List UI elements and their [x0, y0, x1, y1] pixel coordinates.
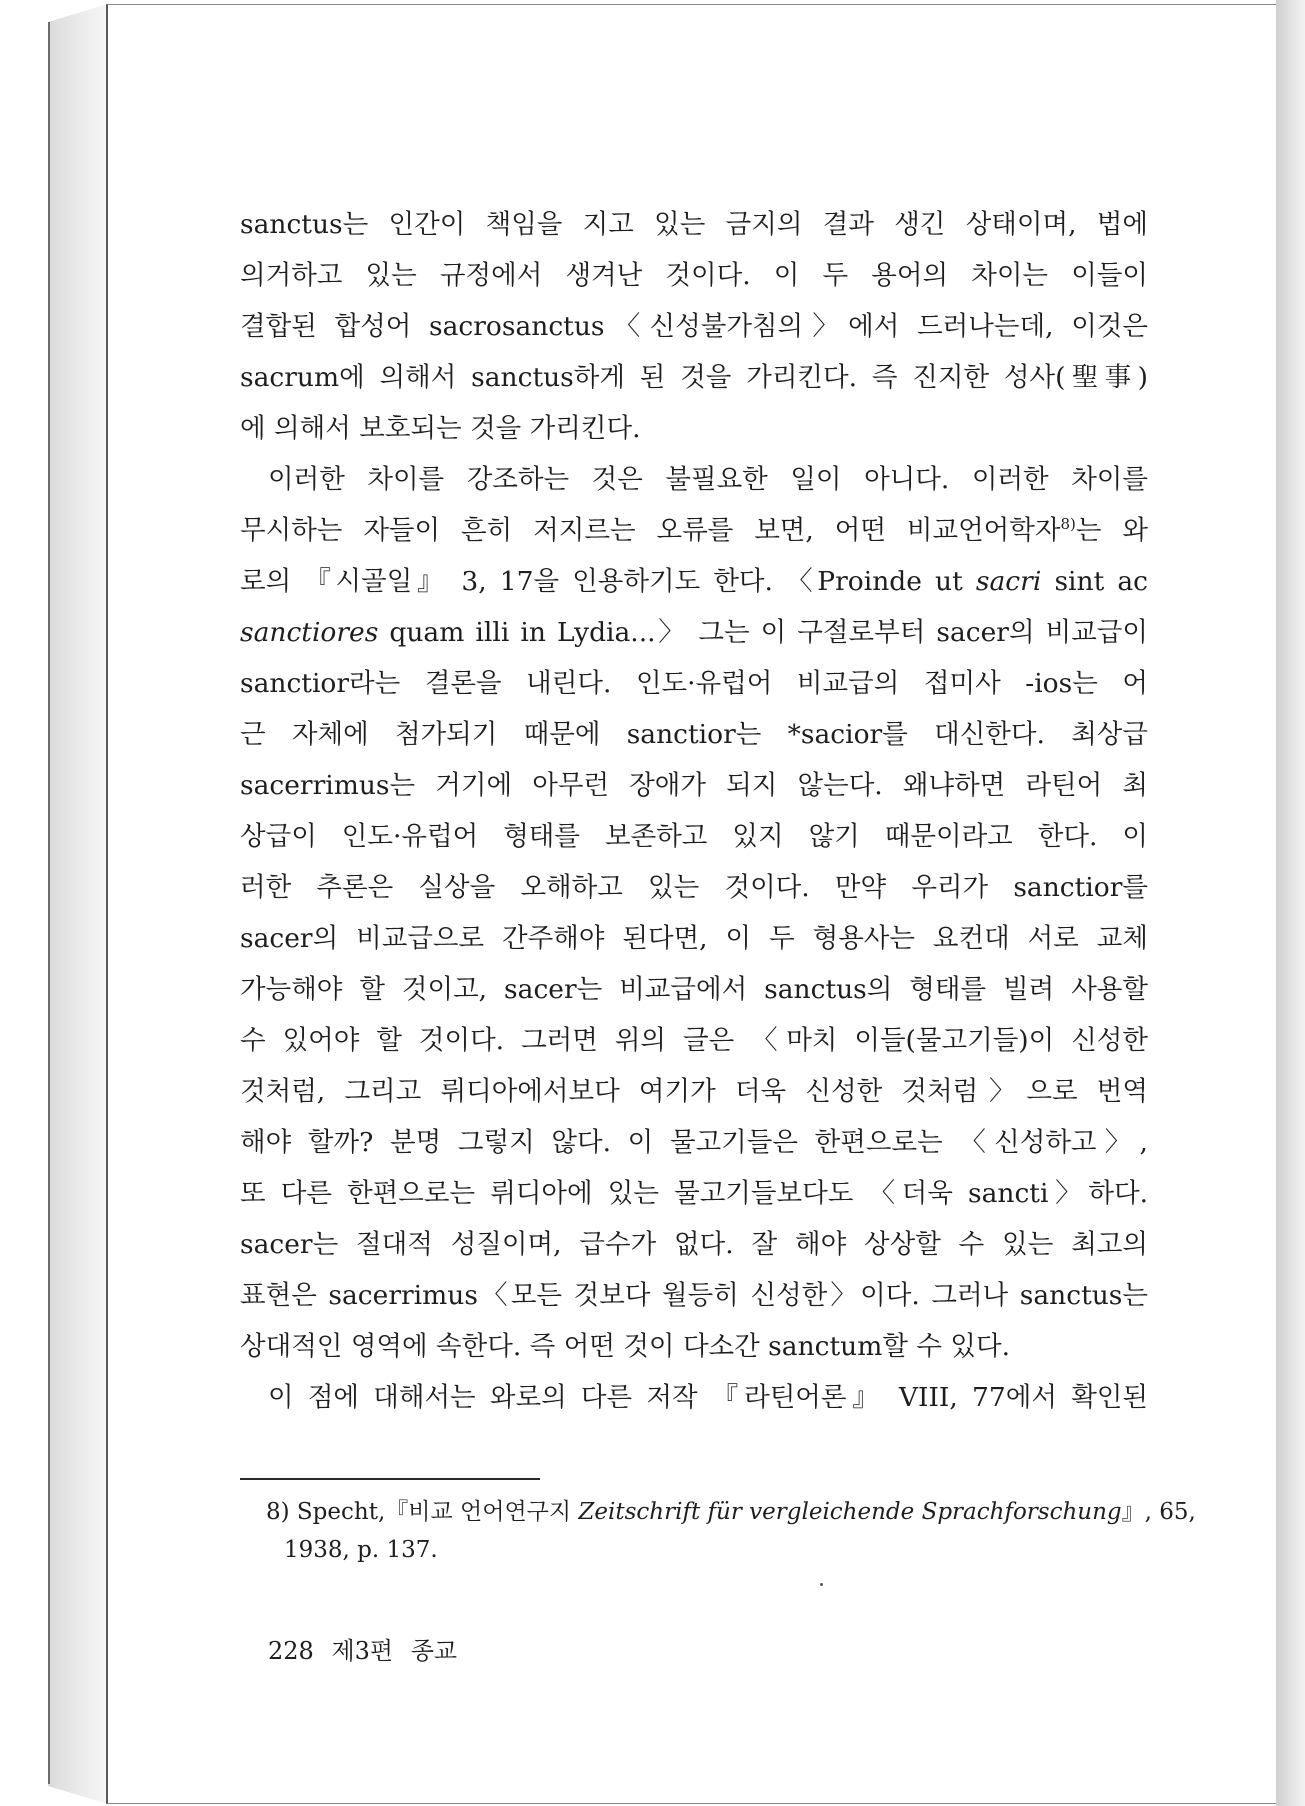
text-line: sacer는 절대적 성질이며, 급수가 없다. 잘 해야 상상할 수 있는 최고의 [240, 1229, 1148, 1260]
footnote-title-close: 』, 65, [1121, 1499, 1196, 1525]
text-segment: sint ac [1054, 566, 1148, 597]
text-line [240, 607, 1148, 658]
text-line: 에 의해서 보호되는 것을 가리킨다. [240, 413, 641, 444]
text-line [240, 556, 1148, 607]
body-text [240, 199, 1148, 1423]
footnote-number: 8) [266, 1499, 290, 1525]
text-line: sanctior라는 결론을 내린다. 인도·유럽어 비교급의 접미사 -ios는 어 [240, 668, 1148, 699]
footnote-reference: 8) [1060, 515, 1076, 534]
text-line: sanctus는 인간이 책임을 지고 있는 금지의 결과 생긴 상태이며, 법에 [240, 209, 1148, 240]
text-line: sacrum에 의해서 sanctus하게 된 것을 가리킨다. 즉 진지한 성사(聖事) [240, 362, 1148, 393]
text-line: 해야 할까? 분명 그렇지 않다. 이 물고기들은 한편으로는 〈신성하고〉, [240, 1127, 1148, 1158]
footnote-author: Specht, [296, 1499, 386, 1525]
book-spine [48, 4, 108, 1804]
text-line: 수 있어야 할 것이다. 그러면 위의 글은 〈마치 이들(물고기들)이 신성한 [240, 1025, 1148, 1056]
text-line: 상대적인 영역에 속한다. 즉 어떤 것이 다소간 sanctum할 수 있다. [240, 1331, 1010, 1362]
text-line: 이러한 차이를 강조하는 것은 불필요한 일이 아니다. 이러한 차이를 [268, 464, 1148, 495]
part-label: 제3편 [331, 1637, 394, 1665]
text-line: 가능해야 할 것이고, sacer는 비교급에서 sanctus의 형태를 빌려 사용할 [240, 974, 1148, 1005]
footnote-line [266, 1493, 1196, 1531]
italic-latin: sanctiores [240, 617, 379, 648]
text-line: 러한 추론은 실상을 오해하고 있는 것이다. 만약 우리가 sanctior를 [240, 872, 1148, 903]
text-segment: 로의 『시골일』 3, 17을 인용하기도 한다. 〈Proinde ut [240, 566, 963, 597]
text-line: 이 점에 대해서는 와로의 다른 저작 『라틴어론』 VIII, 77에서 확인된 [268, 1382, 1148, 1413]
page-edge-shadow [1276, 0, 1305, 1806]
text-line: 것처럼, 그리고 뤼디아에서보다 여기가 더욱 신성한 것처럼〉으로 번역 [240, 1076, 1148, 1107]
page-footer [268, 1635, 467, 1667]
text-line: sacerrimus는 거기에 아무런 장애가 되지 않는다. 왜냐하면 라틴어 최 [240, 770, 1148, 801]
footnote-title-de: Zeitschrift für vergleichende Sprachforschung [578, 1499, 1122, 1525]
text-line: sacer의 비교급으로 간주해야 된다면, 이 두 형용사는 요컨대 서로 교체 [240, 923, 1148, 954]
footnote [266, 1493, 1196, 1569]
text-line: 또 다른 한편으로는 뤼디아에 있는 물고기들보다도 〈더욱 sancti〉하다. [240, 1178, 1148, 1209]
text-segment: 무시하는 자들이 흔히 저지르는 오류를 보면, 어떤 비교언어학자 [240, 515, 1061, 546]
text-segment: quam illi in Lydia...〉 그는 이 구절로부터 sacer의 비교급이 [389, 617, 1148, 648]
footnote-line: 1938, p. 137. [284, 1537, 438, 1563]
text-line [240, 505, 1148, 556]
text-line: 의거하고 있는 규정에서 생겨난 것이다. 이 두 용어의 차이는 이들이 [240, 260, 1148, 291]
footnote-divider [240, 1478, 540, 1480]
scan-speck [820, 1583, 823, 1586]
section-label: 종교 [410, 1637, 458, 1665]
text-line: 근 자체에 첨가되기 때문에 sanctior는 *sacior를 대신한다. 최상급 [240, 719, 1148, 750]
italic-latin: sacri [975, 566, 1042, 597]
text-line: 표현은 sacerrimus〈모든 것보다 월등히 신성한〉이다. 그러나 sanctus는 [240, 1280, 1148, 1311]
page-number: 228 [268, 1637, 314, 1665]
text-line: 상급이 인도·유럽어 형태를 보존하고 있지 않기 때문이라고 한다. 이 [240, 821, 1148, 852]
text-line: 결합된 합성어 sacrosanctus〈신성불가침의〉에서 드러나는데, 이것은 [240, 311, 1148, 342]
text-segment: 는 와 [1075, 515, 1148, 546]
footnote-title-ko: 『비교 언어연구지 [385, 1499, 572, 1525]
book-spine-edge [48, 22, 50, 1784]
